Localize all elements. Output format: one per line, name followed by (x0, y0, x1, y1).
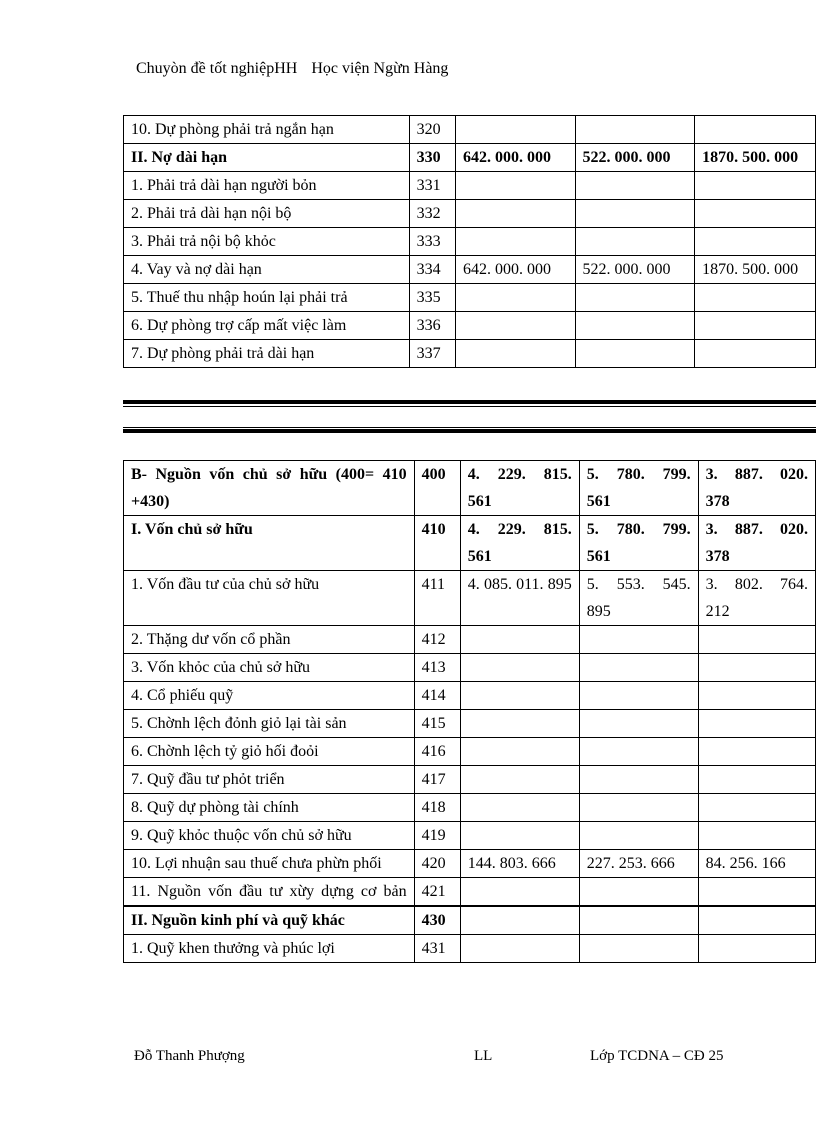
value-col-2 (579, 822, 698, 850)
value-col-3 (698, 766, 815, 794)
table-row (124, 516, 816, 571)
row-label: 2. Thặng dư vốn cổ phần (124, 626, 415, 654)
value-col-3: 84. 256. 166 (698, 850, 815, 878)
divider-thin (123, 427, 816, 428)
table-row (124, 822, 816, 850)
value-col-3 (698, 878, 815, 907)
value-col-1 (460, 738, 579, 766)
row-label: 11. Nguồn vốn đầu tư xừy dựng cơ bản (124, 878, 415, 907)
row-code: 331 (409, 172, 455, 200)
value-col-3 (698, 906, 815, 935)
row-code: 414 (414, 682, 460, 710)
row-code: 411 (414, 571, 460, 626)
row-label: 7. Dự phòng phải trả dài hạn (124, 340, 410, 368)
value-col-3 (695, 116, 816, 144)
table-row (124, 144, 816, 172)
value-col-2: 5. 780. 799. 561 (579, 516, 698, 571)
value-col-3 (698, 822, 815, 850)
value-col-3 (695, 200, 816, 228)
divider-thick (123, 400, 816, 404)
table-row (124, 116, 816, 144)
liabilities-table (123, 115, 816, 368)
value-col-1 (456, 312, 576, 340)
row-label: I. Vốn chủ sở hữu (124, 516, 415, 571)
table-row (124, 654, 816, 682)
row-label: 2. Phải trả dài hạn nội bộ (124, 200, 410, 228)
row-label: 10. Dự phòng phải trả ngắn hạn (124, 116, 410, 144)
value-col-1 (460, 682, 579, 710)
value-col-1: 4. 085. 011. 895 (460, 571, 579, 626)
value-col-1 (460, 710, 579, 738)
row-code: 418 (414, 794, 460, 822)
row-label: 6. Chờnh lệch tỷ giỏ hối đoỏi (124, 738, 415, 766)
value-col-1 (456, 340, 576, 368)
table-row (124, 340, 816, 368)
row-code: 412 (414, 626, 460, 654)
value-col-3 (695, 228, 816, 256)
value-col-1: 144. 803. 666 (460, 850, 579, 878)
value-col-2: 5. 553. 545. 895 (579, 571, 698, 626)
row-label: 5. Thuế thu nhập hoún lại phải trả (124, 284, 410, 312)
value-col-1 (460, 906, 579, 935)
table-row (124, 312, 816, 340)
value-col-2 (575, 116, 695, 144)
row-label: 1. Quỹ khen thưởng và phúc lợi (124, 935, 415, 963)
value-col-1 (460, 878, 579, 907)
row-code: 421 (414, 878, 460, 907)
table-row (124, 850, 816, 878)
table-row (124, 766, 816, 794)
row-code: 420 (414, 850, 460, 878)
value-col-2: 5. 780. 799. 561 (579, 461, 698, 516)
table-row (124, 906, 816, 935)
value-col-2 (579, 906, 698, 935)
row-label: 6. Dự phòng trợ cấp mất việc làm (124, 312, 410, 340)
row-label: II. Nguồn kinh phí và quỹ khác (124, 906, 415, 935)
table-row (124, 228, 816, 256)
value-col-3: 1870. 500. 000 (695, 144, 816, 172)
row-code: 416 (414, 738, 460, 766)
value-col-2 (579, 878, 698, 907)
row-label: 10. Lợi nhuận sau thuế chưa phừn phối (124, 850, 415, 878)
value-col-1 (460, 766, 579, 794)
row-label: 9. Quỹ khỏc thuộc vốn chủ sở hữu (124, 822, 415, 850)
footer-center: LL (474, 1048, 493, 1064)
row-code: 336 (409, 312, 455, 340)
value-col-3 (695, 172, 816, 200)
row-code: 332 (409, 200, 455, 228)
value-col-3 (698, 935, 815, 963)
value-col-1 (456, 228, 576, 256)
row-label: B- Nguồn vốn chủ sở hữu (400= 410 +430) (124, 461, 415, 516)
table-row (124, 284, 816, 312)
value-col-2: 522. 000. 000 (575, 256, 695, 284)
row-label: 3. Vốn khỏc của chủ sở hữu (124, 654, 415, 682)
footer-author: Đỗ Thanh Phượng (134, 1048, 245, 1064)
value-col-2 (579, 626, 698, 654)
divider-thin (123, 406, 816, 407)
row-label: 8. Quỹ dự phòng tài chính (124, 794, 415, 822)
divider-thick (123, 429, 816, 433)
value-col-1 (456, 116, 576, 144)
row-label: 5. Chờnh lệch đỏnh giỏ lại tài sản (124, 710, 415, 738)
value-col-2 (579, 654, 698, 682)
value-col-2 (575, 312, 695, 340)
row-code: 413 (414, 654, 460, 682)
header-institution: Học viện Ngừn Hàng (311, 60, 449, 77)
value-col-3 (698, 710, 815, 738)
value-col-1: 4. 229. 815. 561 (460, 516, 579, 571)
row-label: 4. Cổ phiếu quỹ (124, 682, 415, 710)
value-col-1 (460, 654, 579, 682)
row-label: 4. Vay và nợ dài hạn (124, 256, 410, 284)
value-col-1 (460, 935, 579, 963)
table-row (124, 682, 816, 710)
row-code: 419 (414, 822, 460, 850)
value-col-1 (456, 284, 576, 312)
table-row (124, 878, 816, 907)
value-col-1 (456, 200, 576, 228)
page-header (136, 60, 448, 78)
value-col-3: 3. 802. 764. 212 (698, 571, 815, 626)
row-code: 400 (414, 461, 460, 516)
footer-class: Lớp TCDNA – CĐ 25 (590, 1048, 724, 1064)
table-row (124, 256, 816, 284)
table-row (124, 461, 816, 516)
value-col-3 (695, 284, 816, 312)
row-code: 330 (409, 144, 455, 172)
value-col-2: 522. 000. 000 (575, 144, 695, 172)
value-col-3 (698, 738, 815, 766)
value-col-3: 1870. 500. 000 (695, 256, 816, 284)
table-row (124, 710, 816, 738)
row-code: 415 (414, 710, 460, 738)
equity-table (123, 460, 816, 963)
row-code: 337 (409, 340, 455, 368)
row-code: 320 (409, 116, 455, 144)
value-col-2 (579, 710, 698, 738)
value-col-2 (575, 340, 695, 368)
row-label: 3. Phải trả nội bộ khỏc (124, 228, 410, 256)
value-col-2 (575, 228, 695, 256)
table-row (124, 626, 816, 654)
value-col-2 (579, 935, 698, 963)
row-code: 430 (414, 906, 460, 935)
value-col-1 (456, 172, 576, 200)
row-code: 334 (409, 256, 455, 284)
row-label: 1. Vốn đầu tư của chủ sở hữu (124, 571, 415, 626)
table-row (124, 794, 816, 822)
table-row (124, 200, 816, 228)
value-col-2 (579, 682, 698, 710)
row-label: 1. Phải trả dài hạn người bỏn (124, 172, 410, 200)
value-col-1: 642. 000. 000 (456, 256, 576, 284)
value-col-3 (698, 626, 815, 654)
value-col-2 (579, 766, 698, 794)
value-col-1 (460, 794, 579, 822)
value-col-2 (575, 172, 695, 200)
header-title: Chuyòn đề tốt nghiệpHH (136, 60, 298, 77)
value-col-1 (460, 626, 579, 654)
table-row (124, 172, 816, 200)
row-code: 410 (414, 516, 460, 571)
row-code: 431 (414, 935, 460, 963)
value-col-3 (698, 682, 815, 710)
value-col-2 (575, 284, 695, 312)
value-col-3 (695, 340, 816, 368)
value-col-3: 3. 887. 020. 378 (698, 516, 815, 571)
table-row (124, 571, 816, 626)
table-row (124, 935, 816, 963)
value-col-2 (579, 794, 698, 822)
value-col-2 (579, 738, 698, 766)
value-col-2: 227. 253. 666 (579, 850, 698, 878)
row-label: 7. Quỹ đầu tư phỏt triển (124, 766, 415, 794)
value-col-1 (460, 822, 579, 850)
row-code: 333 (409, 228, 455, 256)
row-code: 417 (414, 766, 460, 794)
value-col-3 (698, 654, 815, 682)
row-code: 335 (409, 284, 455, 312)
value-col-1: 4. 229. 815. 561 (460, 461, 579, 516)
value-col-3 (698, 794, 815, 822)
row-label: II. Nợ dài hạn (124, 144, 410, 172)
value-col-1: 642. 000. 000 (456, 144, 576, 172)
value-col-3: 3. 887. 020. 378 (698, 461, 815, 516)
value-col-3 (695, 312, 816, 340)
table-row (124, 738, 816, 766)
value-col-2 (575, 200, 695, 228)
